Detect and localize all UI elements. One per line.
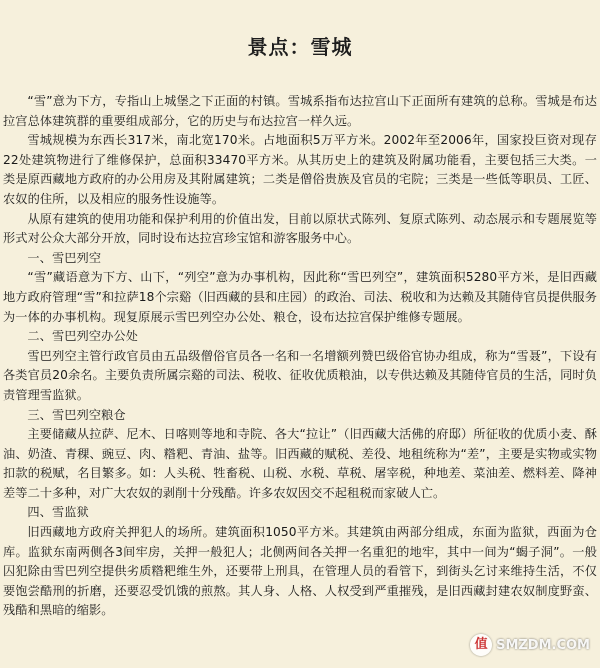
paragraph: “雪”藏语意为下方、山下，“列空”意为办事机构，因此称“雪巴列空”，建筑面积5280平方米，是旧西藏地方政府管理“雪”和拉萨18个宗谿（旧西藏的县和庄园）的政治、司法、税收和为达赖及其随侍官员提供服务为一体的办事机构。现复原展示雪巴列空办公处、粮仓，设布达拉宫保护维修专题展。 — [3, 270, 597, 324]
watermark-text: SMZDM.COM — [496, 637, 590, 653]
paragraph: “雪”意为下方，专指山上城堡之下正面的村镇。雪城系指布达拉宫山下正面所有建筑的总称。雪城是布达拉宫总体建筑群的重要组成部分，它的历史与布达拉宫一样久远。 — [3, 94, 597, 128]
section-heading: 四、雪监狱 — [27, 505, 89, 520]
paragraph: 旧西藏地方政府关押犯人的场所。建筑面积1050平方米。其建筑由两部分组成，东面为监狱，西面为仓库。监狱东南两侧各3间牢房，关押一般犯人；北侧两间各关押一名重犯的地牢，其中一间为“蝎子洞”。一般囚犯除由雪巴列空提供劣质糌粑维生外，还要带上刑具，在管理人员的看管下，到街头乞讨来维持生活，不仅要饱尝酷刑的折磨，还要忍受饥饿的煎熬。其人身、人格、人权受到严重摧残，是旧西藏封建农奴制度野蛮、残酷和黑暗的缩影。 — [3, 525, 597, 618]
watermark — [470, 634, 590, 656]
section-heading: 二、雪巴列空办公处 — [27, 329, 138, 344]
paragraph: 主要储藏从拉萨、尼木、日喀则等地和寺院、各大“拉让”（旧西藏大活佛的府邸）所征收的优质小麦、酥油、奶渣、青稞、豌豆、肉、糌粑、青油、盐等。旧西藏的赋税、差役、地租统称为“差”，主要是实物或实物扣款的税赋，名目繁多。如：人头税、牲畜税、山税、水税、草税、屠宰税，种地差、菜油差、燃料差、降神差等二十多种，对广大农奴的剥削十分残酷。许多农奴因交不起租税而家破人亡。 — [3, 427, 597, 500]
article-body — [3, 92, 597, 621]
paragraph: 雪城规模为东西长317米，南北宽170米。占地面积5万平方米。2002年至2006年，国家投巨资对现存22处建筑物进行了维修保护，总面积33470平方米。从其历史上的建筑及附属功能看，主要包括三大类。一类是原西藏地方政府的办公用房及其附属建筑；二类是僧俗贵族及官员的宅院；三类是一些低等职员、工匠、农奴的住所，以及相应的服务性设施等。 — [3, 133, 597, 206]
section-heading: 三、雪巴列空粮仓 — [27, 407, 126, 422]
paragraph: 雪巴列空主管行政官员由五品级僧俗官员各一名和一名增额列赞巴级俗官协办组成，称为“雪聂”，下设有各类官员20余名。主要负责所属宗谿的司法、税收、征收优质粮油，以专供达赖及其随侍官员的生活，同时负责管理雪监狱。 — [3, 348, 597, 402]
watermark-logo-icon: 值 — [470, 634, 492, 656]
section-heading: 一、雪巴列空 — [27, 250, 102, 265]
paragraph: 从原有建筑的使用功能和保护利用的价值出发，目前以原状式陈列、复原式陈列、动态展示和专题展览等形式对公众大部分开放，同时设布达拉宫珍宝馆和游客服务中心。 — [3, 211, 597, 246]
page-title: 景点：雪城 — [247, 35, 353, 59]
